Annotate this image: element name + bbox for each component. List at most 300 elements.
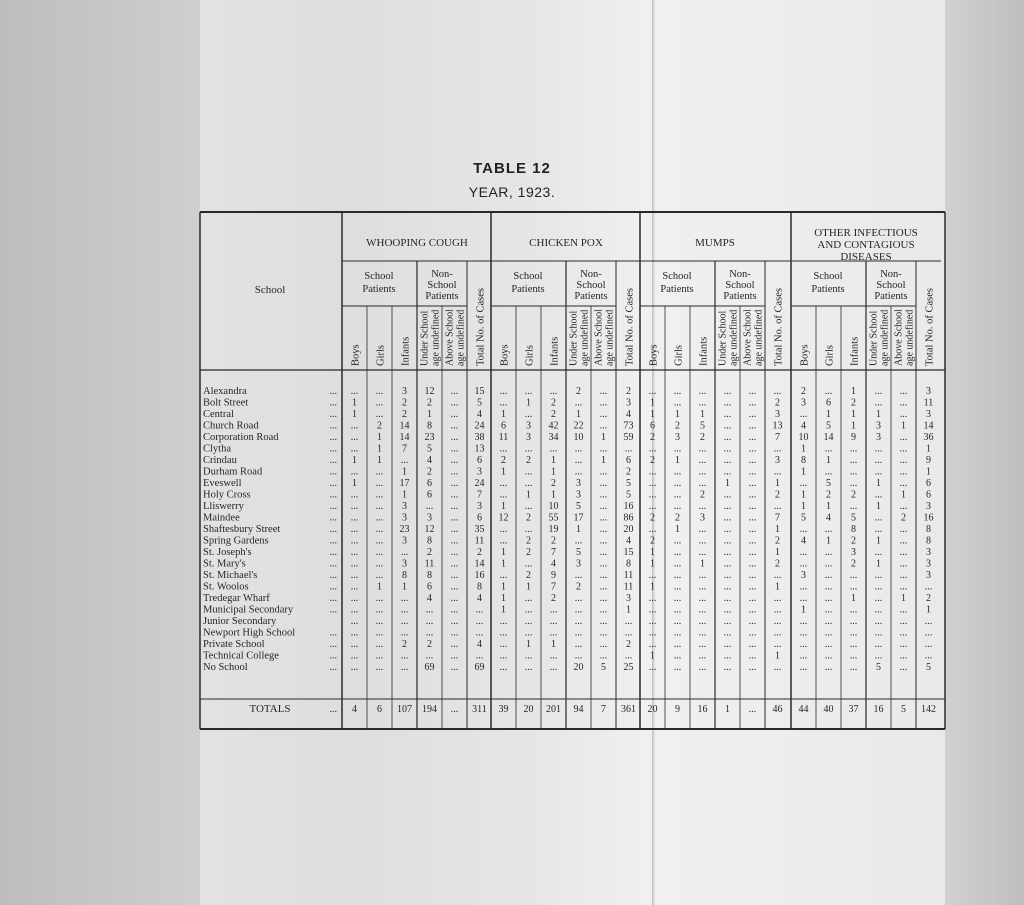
cell-value: ... — [673, 593, 682, 604]
cell-value: ... — [450, 639, 459, 650]
cell-value: 3 — [801, 570, 806, 581]
cell-value: 2 — [851, 558, 856, 570]
cell-value: ... — [773, 466, 782, 478]
cell-value: ... — [698, 535, 707, 547]
cell-value: ... — [698, 639, 707, 650]
cell-value: ... — [350, 443, 359, 455]
mumps-patients-label: Patients — [660, 284, 694, 295]
cell-value: ... — [723, 547, 732, 558]
cell-value: ... — [799, 639, 808, 650]
cell-value: ... — [574, 570, 583, 581]
cell-value: ... — [450, 547, 459, 558]
table-row — [203, 444, 931, 455]
cell-value: ... — [698, 604, 707, 616]
cell-value: 4 — [427, 593, 432, 604]
cell-value: ... — [648, 489, 657, 501]
school-name: Technical College — [203, 650, 279, 662]
cell-value: 2 — [551, 478, 556, 489]
school-name: St. Joseph's — [203, 547, 252, 558]
cell-value: ... — [773, 570, 782, 581]
cell-value: ... — [450, 455, 459, 466]
cell-value: ... — [748, 627, 757, 639]
cell-value: ... — [698, 581, 707, 593]
cell-value: ... — [899, 616, 908, 627]
cell-value: ... — [849, 627, 858, 639]
cell-value: ... — [799, 627, 808, 639]
cell-value: 1 — [926, 466, 931, 478]
cell-value: ... — [824, 524, 833, 535]
cell-value: ... — [899, 501, 908, 512]
cell-value: ... — [400, 650, 409, 662]
cell-value: 7 — [551, 547, 556, 558]
cell-value: ... — [824, 662, 833, 673]
cell-value: 1 — [650, 409, 655, 420]
cell-value: 2 — [775, 489, 780, 501]
school-name: No School — [203, 662, 248, 673]
cell-value: ... — [723, 420, 732, 432]
totals-label: TOTALS — [249, 703, 291, 715]
cell-value: 1 — [775, 478, 780, 489]
cell-value: ... — [524, 627, 533, 639]
cell-value: ... — [824, 570, 833, 581]
cell-value: 36 — [923, 432, 934, 443]
cell-value: ... — [599, 627, 608, 639]
cell-value: 1 — [876, 501, 881, 512]
cell-value: ... — [549, 662, 558, 673]
table-row — [203, 559, 931, 570]
cell-value: ... — [799, 409, 808, 420]
cell-value: ... — [599, 581, 608, 593]
table-subtitle: YEAR, 1923. — [468, 184, 556, 200]
cell-value: ... — [899, 662, 908, 673]
other-infectious-nonschool-label: School — [876, 280, 906, 291]
leader-dots: ... — [329, 397, 337, 409]
cell-value: ... — [748, 409, 757, 420]
other-infectious-nonpatients-label: Patients — [874, 291, 908, 302]
cell-value: 3 — [775, 409, 780, 420]
chicken-pox-under-label-1: Under School — [568, 310, 580, 366]
cell-value: 1 — [402, 466, 407, 478]
total-value: 1 — [725, 704, 730, 715]
cell-value: ... — [599, 409, 608, 420]
cell-value: ... — [799, 547, 808, 558]
cell-value: 11 — [923, 397, 934, 409]
cell-value: 1 — [901, 593, 906, 604]
total-value: ... — [748, 704, 757, 715]
cell-value: ... — [748, 397, 757, 409]
cell-value: ... — [899, 558, 908, 570]
cell-value: ... — [673, 558, 682, 570]
total-value: 107 — [397, 704, 412, 715]
school-name: Eveswell — [203, 478, 242, 489]
whooping-cough-girls-label: Girls — [375, 345, 387, 366]
cell-value: ... — [673, 478, 682, 489]
cell-value: ... — [524, 386, 533, 397]
cell-value: ... — [874, 547, 883, 558]
leader-dots: ... — [329, 466, 337, 478]
cell-value: ... — [723, 432, 732, 443]
total-value: ... — [450, 704, 459, 715]
cell-value: ... — [673, 397, 682, 409]
cell-value: ... — [698, 627, 707, 639]
cell-value: ... — [824, 639, 833, 650]
cell-value: 17 — [399, 478, 410, 489]
cell-value: 1 — [526, 581, 531, 593]
table-row — [203, 432, 934, 443]
table-row — [203, 421, 934, 432]
cell-value: ... — [475, 604, 484, 616]
cell-value: ... — [899, 535, 908, 547]
cell-value: ... — [874, 489, 883, 501]
whooping-cough-above-label-2: age undefined — [455, 309, 467, 366]
cell-value: ... — [748, 443, 757, 455]
total-value: 6 — [377, 704, 382, 715]
cell-value: ... — [899, 627, 908, 639]
cell-value: ... — [350, 489, 359, 501]
table-row — [203, 513, 934, 524]
cell-value: 1 — [700, 409, 705, 420]
cell-value: ... — [673, 639, 682, 650]
whooping-cough-title: WHOOPING COUGH — [366, 237, 468, 249]
cell-value: 6 — [926, 489, 931, 501]
cell-value: 1 — [377, 455, 382, 466]
cell-value: 3 — [402, 386, 407, 397]
cell-value: 8 — [926, 524, 931, 535]
cell-value: 1 — [826, 501, 831, 512]
cell-value: 69 — [474, 662, 485, 673]
cell-value: 4 — [626, 409, 631, 420]
cell-value: ... — [748, 650, 757, 662]
cell-value: ... — [350, 570, 359, 581]
leader-dots: ... — [329, 547, 337, 558]
mumps-girls-label: Girls — [673, 345, 685, 366]
cell-value: ... — [849, 616, 858, 627]
cell-value: ... — [648, 466, 657, 478]
cell-value: ... — [574, 397, 583, 409]
cell-value: ... — [450, 604, 459, 616]
cell-value: ... — [849, 443, 858, 455]
other-infectious-title-3: DISEASES — [840, 251, 892, 263]
cell-value: ... — [574, 593, 583, 604]
cell-value: 3 — [926, 570, 931, 581]
cell-value: ... — [824, 547, 833, 558]
cell-value: ... — [723, 627, 732, 639]
leader-dots: ... — [329, 604, 337, 616]
cell-value: 35 — [474, 524, 485, 535]
school-name: Durham Road — [203, 466, 263, 478]
cell-value: 3 — [427, 512, 432, 524]
cell-value: ... — [599, 501, 608, 512]
cell-value: 8 — [402, 570, 407, 581]
leader-dots: ... — [329, 558, 337, 570]
cell-value: 5 — [576, 547, 581, 558]
cell-value: 5 — [826, 420, 831, 432]
cell-value: ... — [698, 524, 707, 535]
cell-value: 1 — [576, 524, 581, 535]
cell-value: 11 — [424, 558, 435, 570]
cell-value: ... — [375, 547, 384, 558]
cell-value: ... — [425, 616, 434, 627]
table-row — [203, 593, 931, 604]
school-column-header: School — [254, 284, 286, 296]
leader-dots: ... — [329, 627, 337, 639]
other-infectious-school-label: School — [813, 271, 843, 282]
cell-value: ... — [773, 386, 782, 397]
cell-value: ... — [648, 570, 657, 581]
table-row — [203, 467, 931, 478]
table-row — [203, 628, 932, 639]
school-name: Bolt Street — [203, 397, 249, 409]
cell-value: 7 — [551, 581, 556, 593]
cell-value: 24 — [474, 420, 485, 432]
cell-value: ... — [450, 397, 459, 409]
cell-value: ... — [723, 512, 732, 524]
cell-value: 5 — [427, 443, 432, 455]
cell-value: 17 — [573, 512, 584, 524]
cell-value: 1 — [700, 558, 705, 570]
cell-value: ... — [599, 466, 608, 478]
cell-value: 2 — [775, 558, 780, 570]
cell-value: ... — [849, 604, 858, 616]
cell-value: ... — [824, 627, 833, 639]
cell-value: ... — [450, 524, 459, 535]
cell-value: ... — [375, 524, 384, 535]
cell-value: ... — [425, 501, 434, 512]
cell-value: ... — [723, 604, 732, 616]
cell-value: ... — [350, 420, 359, 432]
other-infectious-title-1: OTHER INFECTIOUS — [814, 227, 918, 239]
cell-value: 3 — [926, 386, 931, 397]
cell-value: ... — [799, 593, 808, 604]
cell-value: ... — [899, 455, 908, 466]
cell-value: ... — [599, 512, 608, 524]
cell-value: 1 — [650, 397, 655, 409]
chicken-pox-above-label-2: age undefined — [604, 309, 616, 366]
mumps-non-label: Non- — [729, 269, 751, 280]
cell-value: ... — [499, 627, 508, 639]
cell-value: ... — [874, 524, 883, 535]
cell-value: ... — [450, 512, 459, 524]
cell-value: 1 — [650, 650, 655, 662]
cell-value: ... — [773, 616, 782, 627]
cell-value: 1 — [775, 650, 780, 662]
school-name: Church Road — [203, 420, 259, 432]
school-name: Crindau — [203, 455, 237, 466]
cell-value: 13 — [772, 420, 783, 432]
totals-row — [249, 703, 936, 715]
cell-value: 14 — [923, 420, 934, 432]
total-value: 4 — [352, 704, 357, 715]
total-value: 40 — [823, 704, 834, 715]
cell-value: ... — [350, 512, 359, 524]
cell-value: ... — [899, 524, 908, 535]
cell-value: ... — [375, 397, 384, 409]
cell-value: 16 — [623, 501, 634, 512]
cell-value: 1 — [402, 489, 407, 501]
cell-value: 6 — [650, 420, 655, 432]
mumps-above-label-1: Above School — [742, 309, 754, 366]
other-infectious-title-2: AND CONTAGIOUS — [817, 239, 915, 251]
leader-dots: ... — [329, 662, 337, 673]
cell-value: 9 — [551, 570, 556, 581]
cell-value: 8 — [427, 570, 432, 581]
cell-value: 6 — [826, 397, 831, 409]
cell-value: 5 — [576, 501, 581, 512]
cell-value: ... — [350, 524, 359, 535]
cell-value: ... — [475, 616, 484, 627]
cell-value: ... — [400, 616, 409, 627]
cell-value: ... — [450, 501, 459, 512]
cell-value: ... — [824, 581, 833, 593]
cell-value: ... — [599, 397, 608, 409]
total-value: 20 — [523, 704, 534, 715]
cell-value: 25 — [623, 662, 634, 673]
table-row — [203, 616, 932, 627]
cell-value: ... — [549, 604, 558, 616]
cell-value: 1 — [551, 639, 556, 650]
cell-value: ... — [723, 558, 732, 570]
cell-value: 69 — [424, 662, 435, 673]
cell-value: ... — [698, 662, 707, 673]
table-row — [203, 639, 932, 650]
cell-value: ... — [698, 443, 707, 455]
cell-value: ... — [698, 501, 707, 512]
cell-value: ... — [574, 627, 583, 639]
cell-value: ... — [375, 489, 384, 501]
cell-value: ... — [748, 662, 757, 673]
cell-value: 1 — [851, 409, 856, 420]
cell-value: 3 — [526, 420, 531, 432]
cell-value: 1 — [851, 420, 856, 432]
cell-value: ... — [723, 455, 732, 466]
cell-value: 2 — [576, 386, 581, 397]
cell-value: 86 — [623, 512, 634, 524]
cell-value: 2 — [551, 397, 556, 409]
cell-value: ... — [648, 443, 657, 455]
cell-value: ... — [574, 455, 583, 466]
cell-value: ... — [350, 662, 359, 673]
cell-value: ... — [824, 604, 833, 616]
cell-value: 2 — [626, 466, 631, 478]
cell-value: ... — [748, 501, 757, 512]
cell-value: 2 — [926, 593, 931, 604]
cell-value: ... — [375, 558, 384, 570]
cell-value: ... — [824, 466, 833, 478]
leader-dots: ... — [329, 386, 337, 397]
cell-value: 1 — [650, 581, 655, 593]
cell-value: ... — [450, 650, 459, 662]
cell-value: 7 — [402, 443, 407, 455]
cell-value: 1 — [725, 478, 730, 489]
cell-value: 42 — [548, 420, 559, 432]
cell-value: 3 — [402, 558, 407, 570]
cell-value: 2 — [901, 512, 906, 524]
cell-value: ... — [524, 409, 533, 420]
cell-value: ... — [599, 420, 608, 432]
cell-value: 9 — [851, 432, 856, 443]
cell-value: ... — [350, 593, 359, 604]
cell-value: ... — [450, 466, 459, 478]
cell-value: 1 — [650, 558, 655, 570]
cell-value: ... — [824, 593, 833, 604]
cell-value: ... — [624, 627, 633, 639]
cell-value: ... — [574, 604, 583, 616]
cell-value: ... — [450, 409, 459, 420]
cell-value: 15 — [474, 386, 485, 397]
cell-value: ... — [723, 535, 732, 547]
cell-value: 20 — [623, 524, 634, 535]
cell-value: ... — [874, 466, 883, 478]
cell-value: ... — [599, 650, 608, 662]
cell-value: ... — [350, 466, 359, 478]
cell-value: 2 — [427, 466, 432, 478]
cell-value: 8 — [427, 420, 432, 432]
cell-value: ... — [748, 547, 757, 558]
cell-value: ... — [425, 627, 434, 639]
cell-value: 2 — [526, 547, 531, 558]
leader-dots: ... — [329, 704, 337, 715]
cell-value: 2 — [501, 455, 506, 466]
cell-value: ... — [524, 501, 533, 512]
cell-value: ... — [350, 547, 359, 558]
cell-value: ... — [874, 512, 883, 524]
cell-value: ... — [723, 570, 732, 581]
cell-value: ... — [698, 455, 707, 466]
cell-value: ... — [723, 397, 732, 409]
cell-value: ... — [624, 443, 633, 455]
cell-value: ... — [375, 478, 384, 489]
cell-value: 8 — [427, 535, 432, 547]
cell-value: 2 — [650, 535, 655, 547]
school-name: Clytha — [203, 443, 231, 455]
cell-value: ... — [723, 501, 732, 512]
school-name: Junior Secondary — [203, 616, 277, 627]
cell-value: 5 — [700, 420, 705, 432]
cell-value: ... — [748, 386, 757, 397]
cell-value: 55 — [548, 512, 559, 524]
school-name: Alexandra — [203, 386, 247, 397]
other-infectious-boys-label: Boys — [799, 344, 811, 366]
cell-value: ... — [648, 593, 657, 604]
cell-value: ... — [748, 535, 757, 547]
cell-value: ... — [524, 650, 533, 662]
cell-value: 3 — [926, 547, 931, 558]
cell-value: ... — [350, 604, 359, 616]
cell-value: ... — [648, 386, 657, 397]
mumps-above-label-2: age undefined — [753, 309, 765, 366]
cell-value: ... — [673, 662, 682, 673]
cell-value: 3 — [477, 501, 482, 512]
cell-value: ... — [549, 616, 558, 627]
cell-value: 16 — [923, 512, 934, 524]
cell-value: 4 — [826, 512, 831, 524]
leader-dots: ... — [329, 650, 337, 662]
cell-value: ... — [350, 627, 359, 639]
school-name: Lliswerry — [203, 501, 244, 512]
cell-value: ... — [748, 604, 757, 616]
leader-dots: ... — [329, 455, 337, 466]
cell-value: 1 — [650, 547, 655, 558]
cell-value: 1 — [826, 455, 831, 466]
cell-value: ... — [673, 581, 682, 593]
leader-dots: ... — [329, 443, 337, 455]
cell-value: 6 — [477, 455, 482, 466]
cell-value: ... — [874, 593, 883, 604]
cell-value: 7 — [775, 512, 780, 524]
cell-value: ... — [499, 397, 508, 409]
cell-value: 16 — [474, 570, 485, 581]
cell-value: 8 — [477, 581, 482, 593]
